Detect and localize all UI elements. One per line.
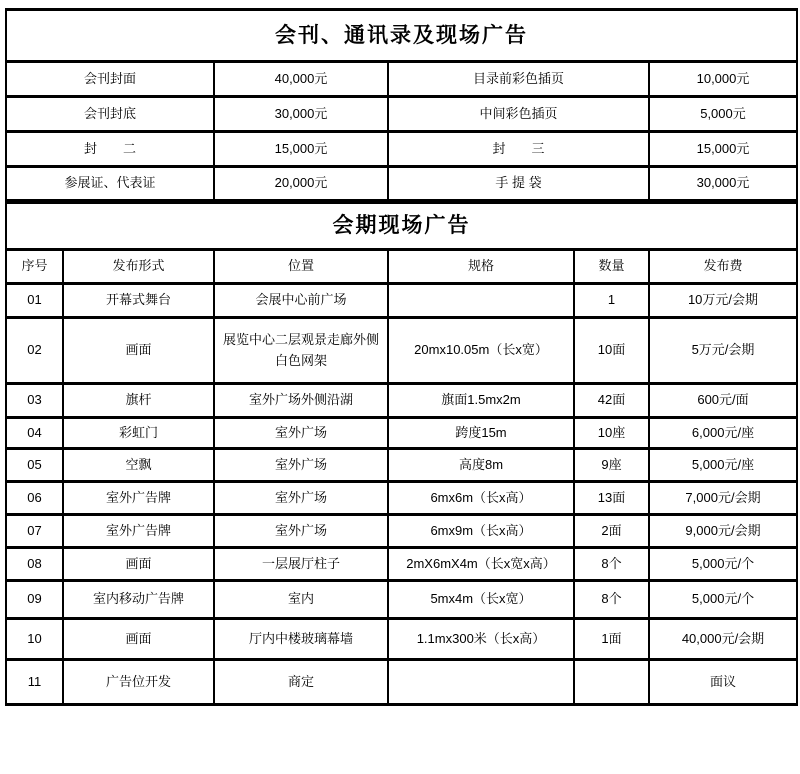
cell-form: 室外广告牌 bbox=[63, 515, 214, 548]
item-price-cell: 15,000元 bbox=[649, 132, 797, 167]
cell-qty: 8个 bbox=[574, 548, 649, 581]
item-name-cell: 参展证、代表证 bbox=[6, 167, 214, 202]
cell-form: 画面 bbox=[63, 318, 214, 384]
table-row bbox=[6, 449, 797, 482]
table-row bbox=[6, 515, 797, 548]
cell-no: 07 bbox=[6, 515, 63, 548]
table-row bbox=[6, 318, 797, 384]
header-no: 序号 bbox=[6, 250, 63, 284]
cell-fee: 9,000元/会期 bbox=[649, 515, 797, 548]
cell-form: 室内移动广告牌 bbox=[63, 581, 214, 619]
cell-spec: 20mx10.05m（长x宽） bbox=[388, 318, 574, 384]
table-row bbox=[6, 167, 797, 202]
cell-qty: 2面 bbox=[574, 515, 649, 548]
cell-form: 画面 bbox=[63, 548, 214, 581]
table-row bbox=[6, 482, 797, 515]
cell-fee: 10万元/会期 bbox=[649, 284, 797, 318]
cell-location: 室外广场外侧沿湖 bbox=[214, 384, 388, 418]
header-qty: 数量 bbox=[574, 250, 649, 284]
cell-form: 画面 bbox=[63, 619, 214, 660]
cell-form: 室外广告牌 bbox=[63, 482, 214, 515]
onsite-ads-title-row bbox=[6, 202, 797, 250]
cell-spec bbox=[388, 660, 574, 705]
cell-form: 彩虹门 bbox=[63, 418, 214, 449]
table-row bbox=[6, 97, 797, 132]
cell-form: 旗杆 bbox=[63, 384, 214, 418]
cell-form: 广告位开发 bbox=[63, 660, 214, 705]
cell-qty: 10面 bbox=[574, 318, 649, 384]
cell-no: 05 bbox=[6, 449, 63, 482]
cell-fee: 7,000元/会期 bbox=[649, 482, 797, 515]
cell-location: 展览中心二层观景走廊外侧白色网架 bbox=[214, 318, 388, 384]
header-location: 位置 bbox=[214, 250, 388, 284]
header-form: 发布形式 bbox=[63, 250, 214, 284]
cell-form: 空飘 bbox=[63, 449, 214, 482]
table-row bbox=[6, 284, 797, 318]
item-price-cell: 30,000元 bbox=[214, 97, 388, 132]
pricing-table bbox=[5, 8, 798, 706]
table-row bbox=[6, 384, 797, 418]
item-name-cell: 会刊封底 bbox=[6, 97, 214, 132]
item-name-cell: 目录前彩色插页 bbox=[388, 62, 649, 97]
cell-spec: 旗面1.5mx2m bbox=[388, 384, 574, 418]
table-row bbox=[6, 581, 797, 619]
cell-no: 10 bbox=[6, 619, 63, 660]
cell-no: 11 bbox=[6, 660, 63, 705]
cell-spec: 2mX6mX4m（长x宽x高） bbox=[388, 548, 574, 581]
cell-qty: 13面 bbox=[574, 482, 649, 515]
cell-qty: 8个 bbox=[574, 581, 649, 619]
cell-location: 室外广场 bbox=[214, 449, 388, 482]
onsite-ads-title: 会期现场广告 bbox=[6, 202, 797, 250]
cell-fee: 40,000元/会期 bbox=[649, 619, 797, 660]
cell-spec: 高度8m bbox=[388, 449, 574, 482]
cell-fee: 5,000元/个 bbox=[649, 548, 797, 581]
cell-spec: 1.1mx300米（长x高） bbox=[388, 619, 574, 660]
cell-no: 04 bbox=[6, 418, 63, 449]
cell-spec: 5mx4m（长x宽） bbox=[388, 581, 574, 619]
item-price-cell: 30,000元 bbox=[649, 167, 797, 202]
header-fee: 发布费 bbox=[649, 250, 797, 284]
header-spec: 规格 bbox=[388, 250, 574, 284]
item-name-cell: 手 提 袋 bbox=[388, 167, 649, 202]
cell-no: 01 bbox=[6, 284, 63, 318]
item-name-cell: 封 三 bbox=[388, 132, 649, 167]
item-price-cell: 10,000元 bbox=[649, 62, 797, 97]
cell-location: 室外广场 bbox=[214, 482, 388, 515]
table-header-row bbox=[6, 250, 797, 284]
cell-fee: 6,000元/座 bbox=[649, 418, 797, 449]
cell-location: 商定 bbox=[214, 660, 388, 705]
table-row bbox=[6, 418, 797, 449]
cell-no: 03 bbox=[6, 384, 63, 418]
table-row bbox=[6, 660, 797, 705]
table-row bbox=[6, 548, 797, 581]
cell-spec: 6mx6m（长x高） bbox=[388, 482, 574, 515]
cell-qty: 1 bbox=[574, 284, 649, 318]
cell-spec: 跨度15m bbox=[388, 418, 574, 449]
cell-no: 02 bbox=[6, 318, 63, 384]
cell-location: 厅内中楼玻璃幕墙 bbox=[214, 619, 388, 660]
table-row bbox=[6, 132, 797, 167]
cell-form: 开幕式舞台 bbox=[63, 284, 214, 318]
cell-no: 06 bbox=[6, 482, 63, 515]
cell-fee: 5万元/会期 bbox=[649, 318, 797, 384]
journal-ads-title: 会刊、通讯录及现场广告 bbox=[6, 10, 797, 62]
item-name-cell: 封 二 bbox=[6, 132, 214, 167]
cell-location: 室内 bbox=[214, 581, 388, 619]
cell-qty bbox=[574, 660, 649, 705]
table-row bbox=[6, 619, 797, 660]
cell-fee: 5,000元/座 bbox=[649, 449, 797, 482]
cell-no: 08 bbox=[6, 548, 63, 581]
journal-ads-title-row bbox=[6, 10, 797, 62]
cell-fee: 5,000元/个 bbox=[649, 581, 797, 619]
cell-qty: 1面 bbox=[574, 619, 649, 660]
item-name-cell: 中间彩色插页 bbox=[388, 97, 649, 132]
item-price-cell: 15,000元 bbox=[214, 132, 388, 167]
cell-spec bbox=[388, 284, 574, 318]
cell-no: 09 bbox=[6, 581, 63, 619]
cell-spec: 6mx9m（长x高） bbox=[388, 515, 574, 548]
cell-location: 会展中心前广场 bbox=[214, 284, 388, 318]
cell-fee: 面议 bbox=[649, 660, 797, 705]
item-name-cell: 会刊封面 bbox=[6, 62, 214, 97]
table-row bbox=[6, 62, 797, 97]
cell-qty: 10座 bbox=[574, 418, 649, 449]
item-price-cell: 40,000元 bbox=[214, 62, 388, 97]
cell-location: 室外广场 bbox=[214, 515, 388, 548]
cell-qty: 42面 bbox=[574, 384, 649, 418]
cell-location: 室外广场 bbox=[214, 418, 388, 449]
item-price-cell: 20,000元 bbox=[214, 167, 388, 202]
cell-qty: 9座 bbox=[574, 449, 649, 482]
cell-fee: 600元/面 bbox=[649, 384, 797, 418]
item-price-cell: 5,000元 bbox=[649, 97, 797, 132]
cell-location: 一层展厅柱子 bbox=[214, 548, 388, 581]
